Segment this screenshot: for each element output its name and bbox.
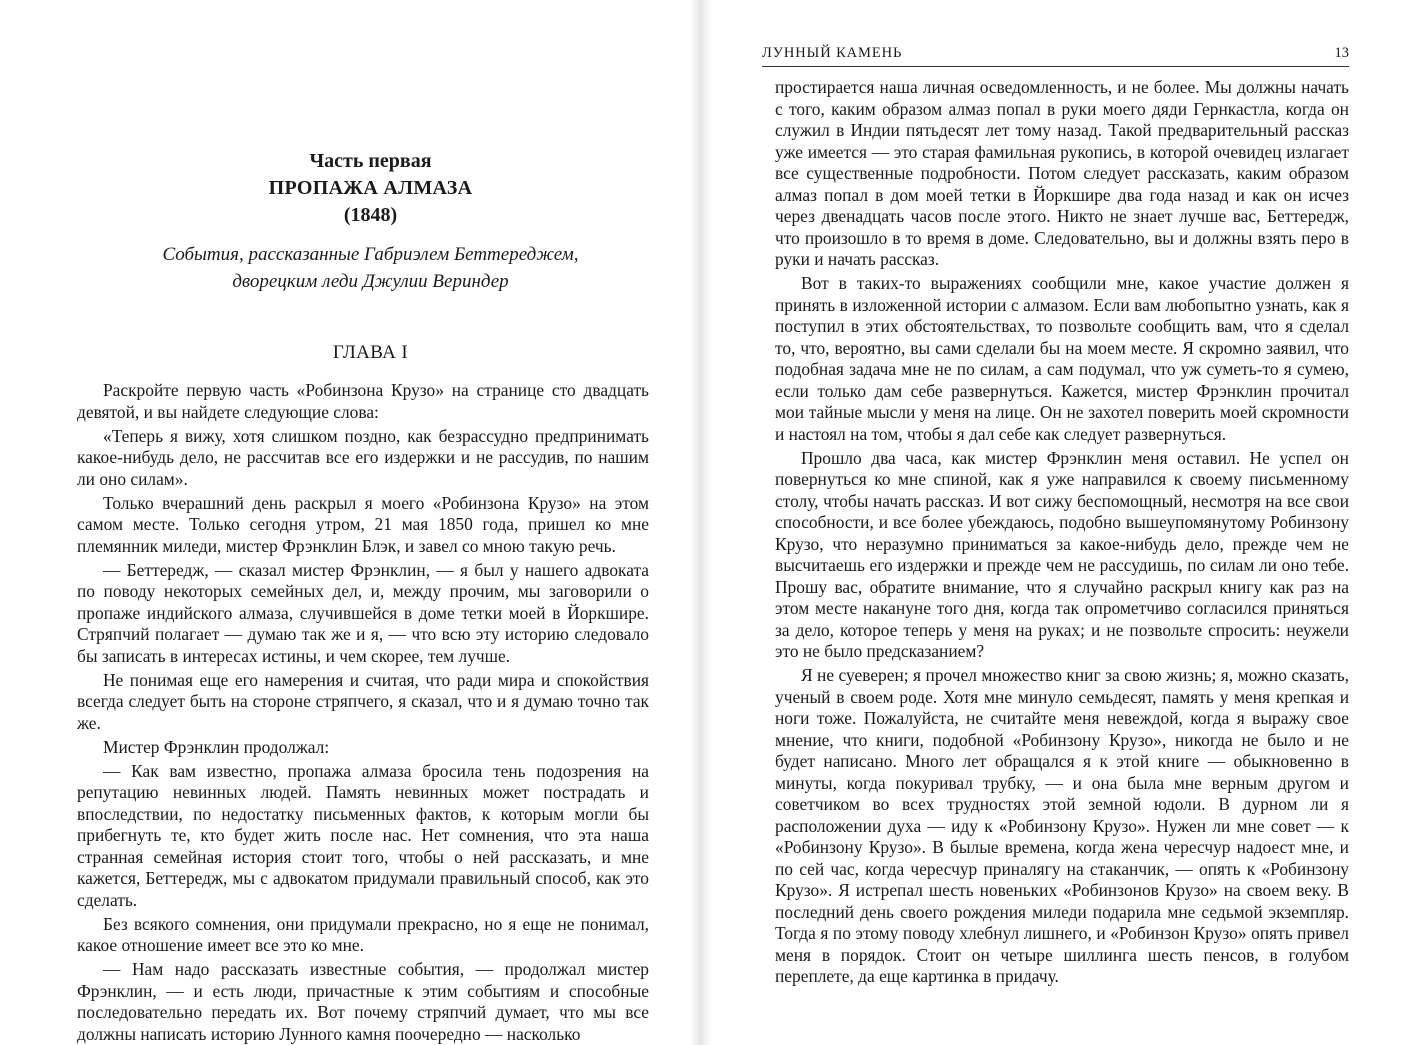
page-number: 13	[1334, 45, 1349, 61]
chapter-title: ГЛАВА I	[332, 342, 409, 363]
paragraph: Только вчерашний день раскрыл я моего «Робинзона Крузо» на этом самом месте. Только сегодня утром, 21 мая 1850 года, пришел ко мне племянник миледи, мистер Фрэнклин Блэк, и завел со мною такую речь.	[77, 492, 649, 556]
paragraph: «Теперь я вижу, хотя слишком поздно, как безрассудно предпринимать какое-нибудь дело, не рассчитав все его издержки и не рассудив, по нашим ли оно силам».	[77, 425, 649, 489]
paragraph: Мистер Фрэнклин продолжал:	[103, 736, 330, 757]
paragraph: — Как вам известно, пропажа алмаза бросила тень подозрения на репутацию невинных людей. Память невинных может пострадать и впоследствии, по недостатку письменных фактов, к которым могли бы прибегнуть те, кто будет жить после нас. Нет сомнения, что эта наша странная семейная история стоит того, чтобы о ней рассказать, и мне кажется, Беттередж, мы с адвокатом придумали правильный способ, как это сделать.	[77, 760, 649, 910]
header-rule	[762, 66, 1349, 67]
part-label: Часть первая	[309, 150, 432, 172]
subtitle-line: дворецким леди Джулии Вериндер	[232, 271, 509, 292]
paragraph: Вот в таких-то выражениях сообщили мне, какое участие должен я принять в изложенной истории с алмазом. Если вам любопытно узнать, как я поступил в этих обстоятельствах, то позвольте сообщить вам, что я сделал то, что, вероятно, вы сами сделали бы на моем месте. Я скромно заявил, что подобная задача мне не по силам, а сам подумал, что уж суметь-то я сумею, если только дам себе развернуться. Кажется, мистер Фрэнклин прочитал мои тайные мысли у меня на лице. Он не захотел поверить моей скромности и настоял на том, чтобы я дал себе как следует развернуться.	[775, 273, 1349, 444]
paragraph: Я не суеверен; я прочел множество книг за свою жизнь; я, можно сказать, ученый в своем роде. Хотя мне минуло семьдесят, память у меня крепкая и ноги тоже. Пожалуйста, не считайте меня невеждой, когда я выражу свое мнение, что книги, подобной «Робинзону Крузо», никогда не было и не будет написано. Много лет обращался я к этой книге — обыкновенно в минуты, когда покуривал трубку, — и она была мне верным другом и советчиком во всех трудностях этой земной юдоли. В дурном ли я расположении духа — иду к «Робинзону Крузо». Нужен ли мне совет — к «Робинзону Крузо». В былые времена, когда жена чересчур надоест мне, и по сей час, когда чересчур приналягу на стаканчик, — опять к «Робинзону Крузо». Я истрепал шесть новеньких «Робинзонов Крузо» на своем веку. В последний день своего рождения миледи подарила мне седьмой экземпляр. Тогда я по этому поводу хлебнул лишнего, и «Робинзон Крузо» опять привел меня в порядок. Стоит он четыре шиллинга шесть пенсов, в голубом переплете, да еще картинка в придачу.	[775, 665, 1349, 986]
subtitle-line: События, рассказанные Габриэлем Беттереджем,	[162, 244, 579, 265]
part-year: (1848)	[343, 204, 398, 226]
part-title: ПРОПАЖА АЛМАЗА	[268, 177, 473, 199]
part-subtitle	[40, 241, 701, 295]
paragraph: Прошло два часа, как мистер Фрэнклин меня оставил. Не успел он повернуться ко мне спиной, как я уже направился к своему письменному столу, чтобы начать рассказ. И вот сижу беспомощный, несмотря на все свои способности, и все более убеждаюсь, подобно вышеупомянутому Робинзону Крузо, что неразумно приниматься за какое-нибудь дело, прежде чем не высчитаешь его издержки и прежде чем не рассудишь, по силам ли оно тебе. Прошу вас, обратите внимание, что я случайно раскрыл книгу как раз на этом месте накануне того дня, когда так опрометчиво согласился приняться за дело, которое теперь у меня на руках; и не позвольте спросить: неужели это не было предсказанием?	[775, 447, 1349, 661]
paragraph: простирается наша личная осведомленность, и не более. Мы должны начать с того, каким образом алмаз попал в руки моего дяди Гернкастла, когда он служил в Индии пятьдесят лет тому назад. Такой предварительный рассказ уже имеется — это старая фамильная рукопись, в которой очевидец излагает все существенные подробности. Потом следует рассказать, каким образом алмаз попал в дом моей тетки в Йоркшире два года назад и как он исчез через двенадцать часов после этого. Никто не знает лучше вас, Беттередж, что произошло в то время в доме. Следовательно, вы и должны взять перо в руки и начать рассказ.	[775, 77, 1349, 269]
paragraph: Без всякого сомнения, они придумали прекрасно, но я еще не понимал, какое отношение имеет все это ко мне.	[77, 913, 649, 955]
paragraph: — Беттередж, — сказал мистер Фрэнклин, — я был у нашего адвоката по поводу некоторых семейных дел, и, между прочим, мы заговорили о пропаже индийского алмаза, случившейся в доме тетки моей в Йоркшире. Стряпчий полагает — думаю так же и я, — что всю эту историю следовало бы записать в интересах истины, и чем скорее, тем лучше.	[77, 559, 649, 666]
running-header	[762, 45, 1349, 65]
running-title: ЛУННЫЙ КАМЕНЬ	[762, 45, 903, 61]
paragraph: Раскройте первую часть «Робинзона Крузо» на странице сто двадцать девятой, и вы найдете следующие слова:	[77, 380, 649, 422]
part-heading	[40, 148, 701, 295]
left-body-text	[77, 380, 649, 1045]
paragraph: Не понимая еще его намерения и считая, что ради мира и спокойствия всегда следует быть на стороне стряпчего, я сказал, что и я думаю точно так же.	[77, 669, 649, 733]
paragraph: — Нам надо рассказать известные события, — продолжал мистер Фрэнклин, — и есть люди, причастные к этим событиям и способные последовательно передать их. Вот почему стряпчий думает, что мы все должны написать историю Лунного камня поочередно — насколько	[77, 959, 649, 1044]
right-page	[701, 0, 1402, 1045]
right-body-text	[775, 77, 1349, 990]
